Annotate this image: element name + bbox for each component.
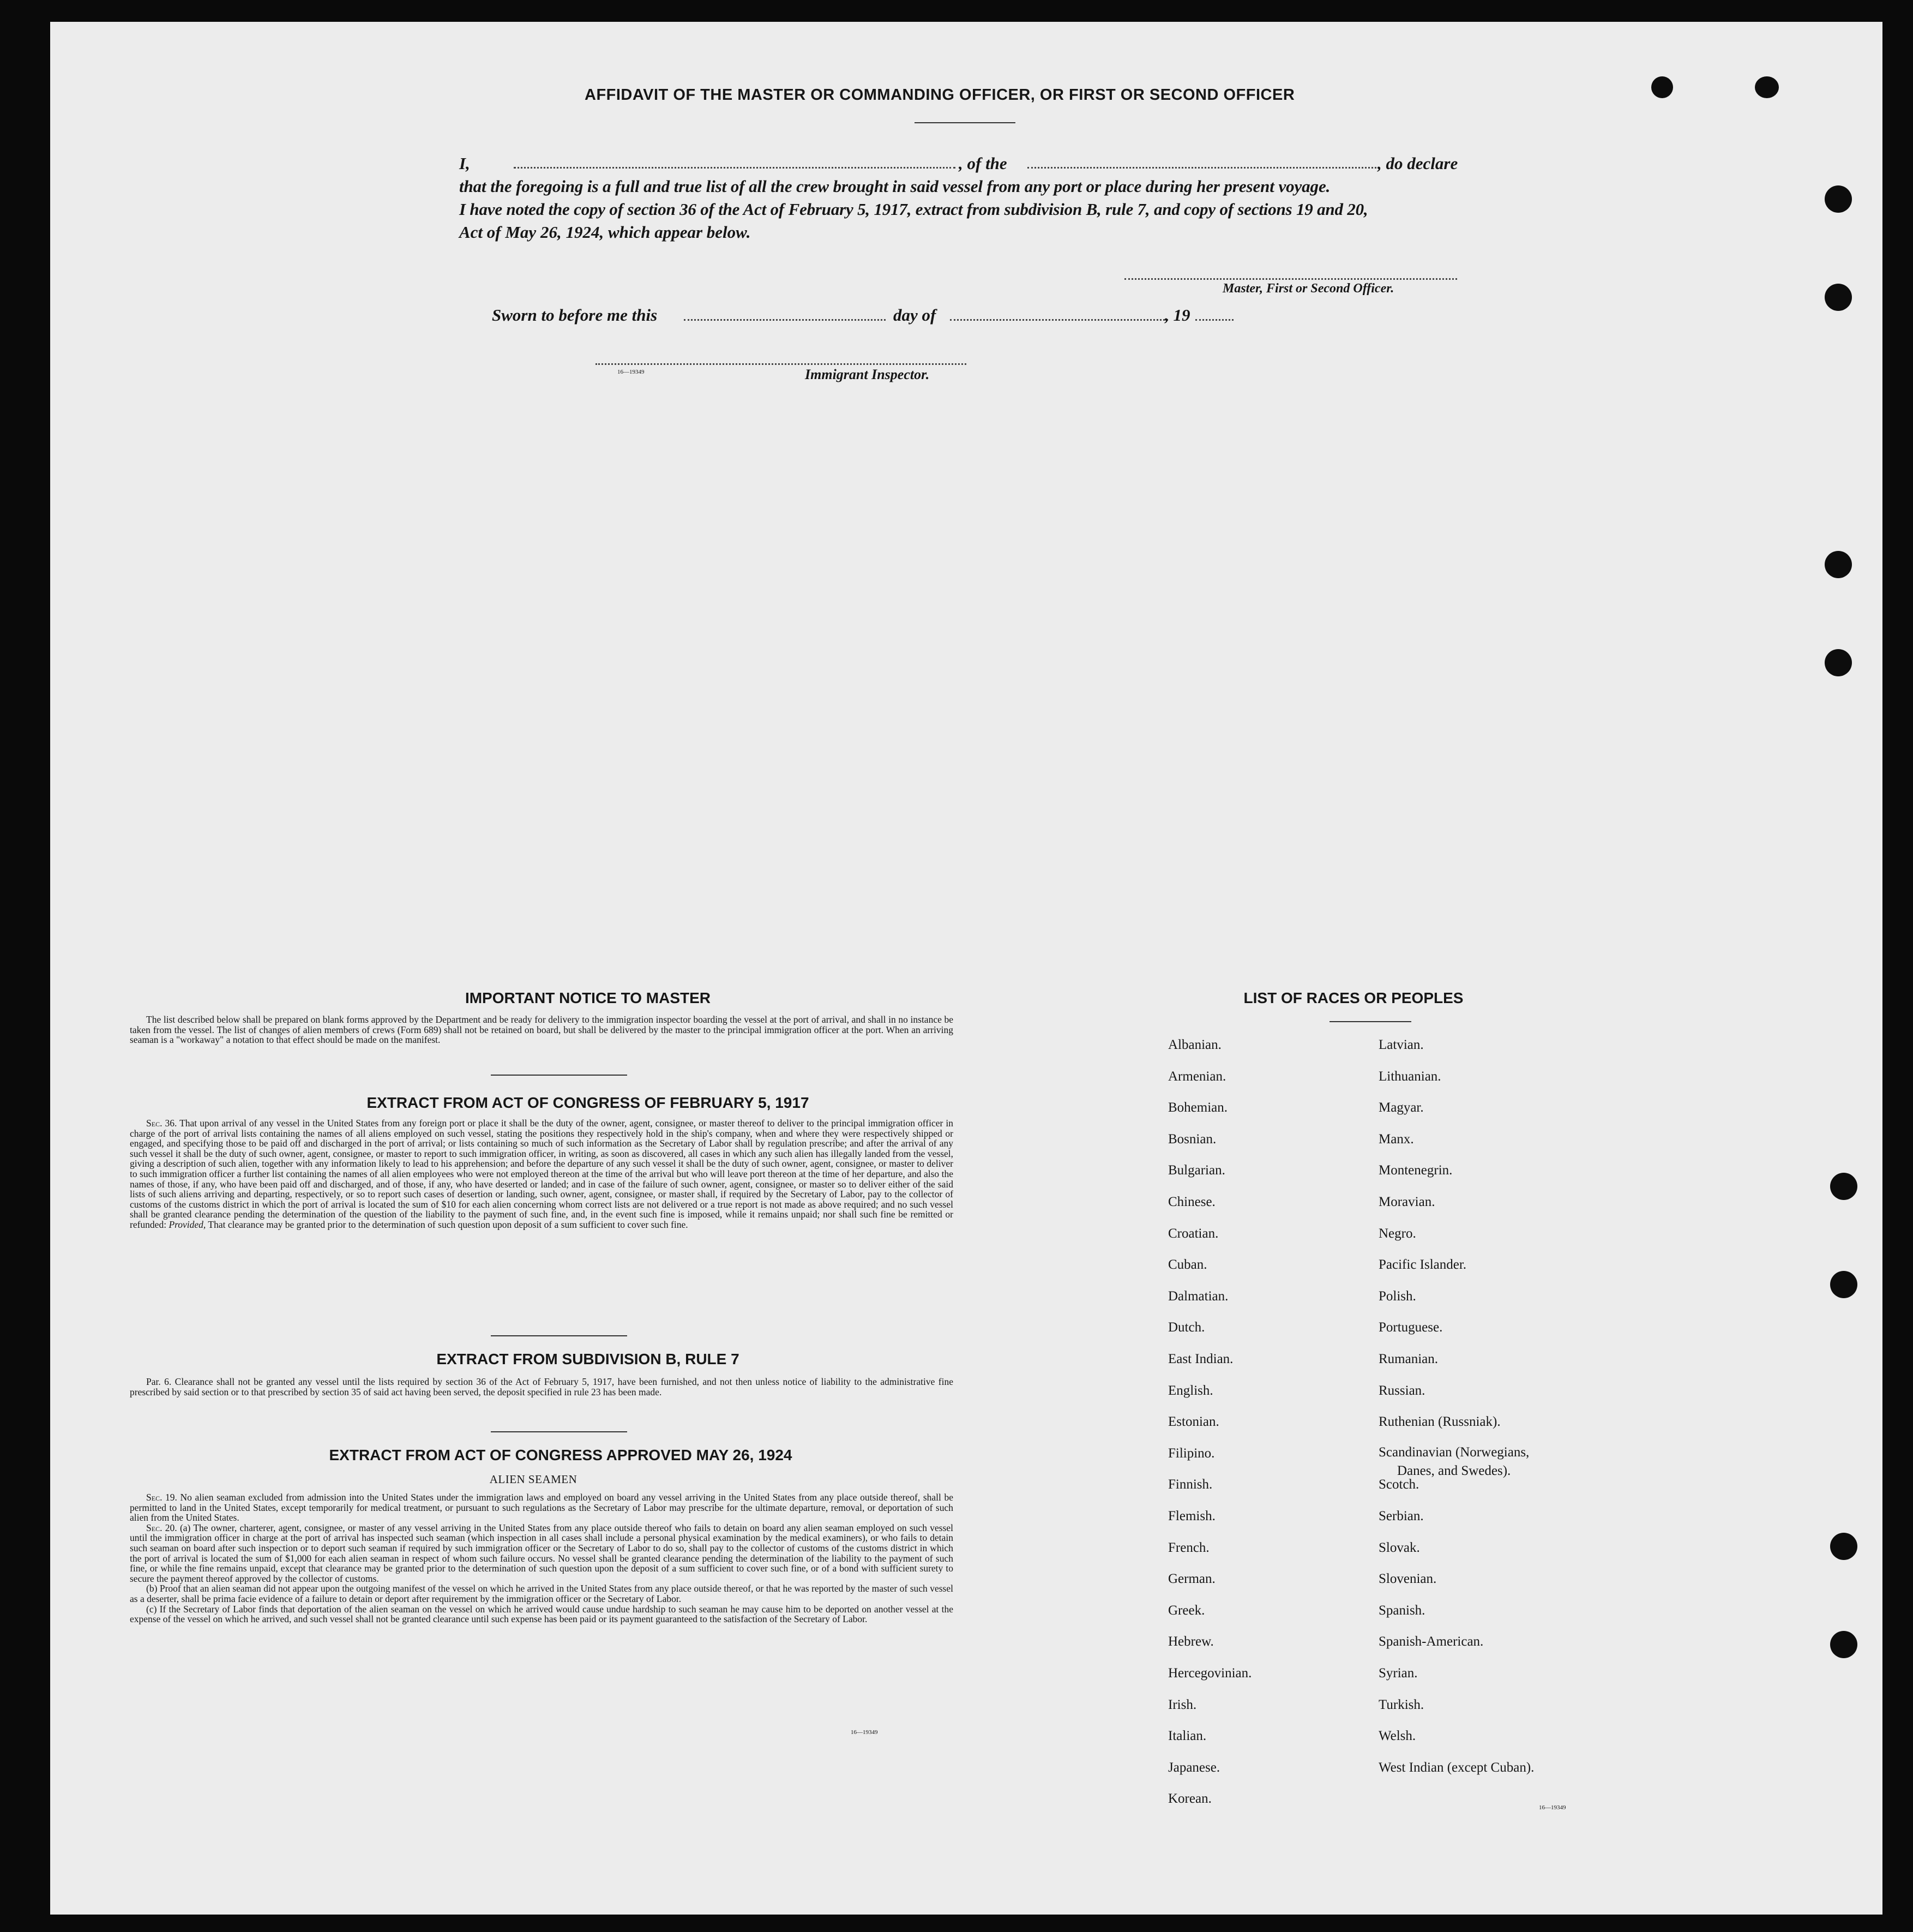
officer-signature-line[interactable]: [1124, 278, 1457, 280]
sworn-year: , 19: [1165, 305, 1190, 325]
race-item: Irish.: [1168, 1697, 1197, 1712]
affidavit-do-declare: , do declare: [1377, 154, 1458, 173]
sworn-year-blank[interactable]: [1195, 319, 1234, 321]
race-item: Armenian.: [1168, 1069, 1226, 1084]
affidavit-i: I,: [459, 154, 470, 173]
race-item: Moravian.: [1379, 1195, 1435, 1209]
extract-1924-text: [130, 1492, 953, 1624]
race-item: Syrian.: [1379, 1666, 1418, 1681]
officer-label: Master, First or Second Officer.: [1223, 281, 1394, 296]
provided-word: Provided,: [169, 1219, 206, 1230]
race-item: Finnish.: [1168, 1477, 1213, 1492]
race-item: Bulgarian.: [1168, 1163, 1225, 1178]
race-item: Lithuanian.: [1379, 1069, 1441, 1084]
race-item: Slovak.: [1379, 1540, 1420, 1555]
inspector-signature-line[interactable]: [595, 363, 966, 365]
race-item: Magyar.: [1379, 1100, 1424, 1115]
race-item: Japanese.: [1168, 1760, 1220, 1775]
sworn-prefix: Sworn to before me this: [492, 305, 658, 325]
subdivision-b-text: [130, 1377, 953, 1397]
race-item: Ruthenian (Russniak).: [1379, 1414, 1501, 1430]
race-item: Rumanian.: [1379, 1352, 1439, 1366]
subdivision-b-rule: [491, 1431, 627, 1432]
binder-hole: [1825, 551, 1852, 578]
binder-hole: [1825, 649, 1852, 676]
race-item: East Indian.: [1168, 1352, 1234, 1366]
race-item: Cuban.: [1168, 1257, 1207, 1273]
affidavit-line4: Act of May 26, 1924, which appear below.: [459, 223, 751, 242]
race-item: Danes, and Swedes).: [1397, 1463, 1511, 1478]
race-item: Korean.: [1168, 1791, 1212, 1807]
race-item: Flemish.: [1168, 1509, 1216, 1523]
race-item: Dutch.: [1168, 1320, 1205, 1335]
sec36-label: Sec. 36.: [146, 1118, 177, 1129]
form-number-right: 16—19349: [1539, 1804, 1566, 1811]
race-item: Welsh.: [1379, 1729, 1416, 1744]
race-item: Slovenian.: [1379, 1571, 1437, 1587]
race-item: Dalmatian.: [1168, 1288, 1229, 1304]
race-item: Serbian.: [1379, 1509, 1424, 1523]
binder-hole: [1830, 1271, 1857, 1298]
sec20c-text: (c) If the Secretary of Labor finds that deportation of the alien seaman on the vessel on which he arrived would cause undue hardship to such seaman he may cause him to be deported on another vessel at the expense of the vessel on which he arrived, and such vessel shall not be granted clearance until such expense has been paid or its payment guaranteed to the satisfaction of the Secretary of Labor.: [130, 1603, 953, 1625]
document-page: [50, 22, 1882, 1915]
affidavit-of-the: , of the: [959, 154, 1007, 173]
race-item: Italian.: [1168, 1729, 1207, 1744]
race-item: Spanish-American.: [1379, 1634, 1484, 1649]
race-item: Montenegrin.: [1379, 1163, 1453, 1178]
affidavit-line2: that the foregoing is a full and true list of all the crew brought in said vessel from any port or place during her present voyage.: [459, 177, 1331, 196]
subdivision-b-title: EXTRACT FROM SUBDIVISION B, RULE 7: [436, 1351, 739, 1367]
notice-paragraph: The list described below shall be prepared on blank forms approved by the Department and be ready for delivery to the immigration inspector boarding the vessel at the port of arrival, and shall in no instance be taken from the vessel. The list of changes of alien members of crews (Form 689) shall not be retained on board, but shall be delivered by the master to the principal immigration officer at the port. When an arriving seaman is a "workaway" a notation to that effect should be made on the manifest.: [130, 1014, 953, 1046]
binder-hole: [1830, 1533, 1857, 1560]
race-item: Portuguese.: [1379, 1320, 1443, 1335]
sworn-month-blank[interactable]: [950, 319, 1168, 321]
par6-text: Par. 6. Clearance shall not be granted any vessel until the lists required by section 36 of the Act of February 5, 1917, have been furnished, and not then unless notice of liability to the administrative fine prescribed by said section or to that prescribed by section 35 of said act having been served, the deposit specified in rule 23 has been made.: [130, 1376, 953, 1397]
race-item: Turkish.: [1379, 1697, 1424, 1712]
race-item: Negro.: [1379, 1226, 1416, 1241]
binder-hole: [1825, 185, 1852, 213]
binder-hole: [1830, 1173, 1857, 1200]
binder-hole: [1830, 1631, 1857, 1658]
sworn-day-of: day of: [893, 305, 936, 325]
alien-seamen-subtitle: ALIEN SEAMEN: [489, 1473, 577, 1486]
extract-1917-text: [130, 1118, 953, 1230]
race-item: Spanish.: [1379, 1603, 1425, 1618]
race-item: Bosnian.: [1168, 1131, 1217, 1147]
race-item: Estonian.: [1168, 1414, 1219, 1430]
race-item: Russian.: [1379, 1383, 1425, 1398]
form-number-top: 16—19349: [617, 369, 645, 375]
race-item: West Indian (except Cuban).: [1379, 1760, 1535, 1775]
races-rule: [1330, 1021, 1411, 1022]
sec20a-text: (a) The owner, charterer, agent, consignee, or master of any vessel arriving in the United States from any place outside thereof who fails to detain on board any alien seaman employed on such vessel until the immigration officer in charge at the port of arrival has inspected such seaman (which inspection in all cases shall include a personal physical examination by the medical examiners), or who fails to detain such seaman on board after such inspection or to deport such seaman if required by such immigration officer or the Secretary of Labor to do so, shall pay to the collector of customs of the customs district in which the port of arrival is located the sum of $1,000 for each alien seaman in respect of whom such failure occurs. No vessel shall be granted clearance pending the determination of the liability to the payment of such fine, or while the fine remains unpaid, except that clearance may be granted prior to the determination of such question upon the deposit of a sum sufficient to cover such fine, or of a bond with sufficient surety to secure the payment thereof approved by the collector of customs.: [130, 1522, 954, 1584]
race-item: Albanian.: [1168, 1037, 1222, 1052]
race-item: Hercegovinian.: [1168, 1666, 1252, 1681]
sec19-text: No alien seaman excluded from admission into the United States under the immigration laws and employed on board any vessel arriving in the United States from any place outside thereof, shall be permitted to land in the United States, except temporarily for medical treatment, or pursuant to such regulations as the Secretary of Labor may prescribe for the ultimate departure, removal, or deportation of such alien from the United States.: [130, 1492, 953, 1523]
sec36-text: That upon arrival of any vessel in the United States from any foreign port or place it shall be the duty of the owner, agent, consignee, or master thereof to deliver to the principal immigration officer in charge of the port of arrival lists containing the names of all aliens employed on such vessel, stating the positions they respectively hold in the ship's company, when and where they were respectively shipped or engaged, and specifying those to be paid off and discharged in the port of arrival; or lists containing so much of such information as the Secretary of Labor shall by regulation prescribe; and after the arrival of any such vessel it shall be the duty of such owner, agent, consignee, or master to report to such immigration officer, in writing, as soon as discovered, all cases in which any such alien has illegally landed from the vessel, giving a description of such alien, together with any information likely to lead to his apprehension; and before the departure of any such vessel it shall be the duty of such owner, agent, consignee, or master to deliver to such immigration officer a further list containing the names of all alien employees who were not employed thereon at the time of the arrival but who will leave port thereon at the time of her departure, and also the names of those, if any, who have been paid off and discharged, and of those, if any, who have deserted or landed; and in case of the failure of such owner, agent, consignee, or master so to deliver either of the said lists of such aliens arriving and departing, respectively, or so to report such cases of desertion or landing, such owner, agent, consignee, or master shall, if required by the Secretary of Labor, pay to the collector of customs of the customs district in which the port of arrival is located the sum of $10 for each alien concerning whom correct lists are not delivered or a true report is not made as above required; and no such vessel shall be granted clearance pending the determination of the question of the liability to the payment of such fine, and, in the event such fine is imposed, while it remains unpaid; nor shall such fine be remitted or refunded:: [130, 1118, 953, 1230]
races-title: LIST OF RACES OR PEOPLES: [1243, 989, 1464, 1006]
race-item: Bohemian.: [1168, 1100, 1228, 1115]
race-item: Scotch.: [1379, 1477, 1419, 1492]
notice-title: IMPORTANT NOTICE TO MASTER: [465, 989, 711, 1006]
binder-hole: [1825, 284, 1852, 311]
race-item: Polish.: [1379, 1288, 1416, 1304]
sec36-text-b: That clearance may be granted prior to the determination of such question upon deposit of a sum sufficient to cover such fine.: [208, 1219, 688, 1230]
form-number-left: 16—19349: [851, 1729, 878, 1736]
extract-1917-rule: [491, 1335, 627, 1336]
race-item: Croatian.: [1168, 1226, 1219, 1241]
inspector-label: Immigrant Inspector.: [805, 367, 930, 382]
race-item: Manx.: [1379, 1131, 1414, 1147]
race-item: French.: [1168, 1540, 1210, 1555]
corner-mark: [1651, 76, 1673, 98]
race-item: German.: [1168, 1571, 1216, 1587]
extract-1924-title: EXTRACT FROM ACT OF CONGRESS APPROVED MAY 26, 1924: [329, 1447, 792, 1463]
race-item: English.: [1168, 1383, 1213, 1398]
race-item: Filipino.: [1168, 1445, 1215, 1461]
sec19-label: Sec. 19.: [146, 1492, 177, 1503]
affidavit-title: AFFIDAVIT OF THE MASTER OR COMMANDING OFFICER, OR FIRST OR SECOND OFFICER: [585, 86, 1295, 104]
notice-rule: [491, 1075, 627, 1076]
race-item: Pacific Islander.: [1379, 1257, 1467, 1273]
sec20b-text: (b) Proof that an alien seaman did not appear upon the outgoing manifest of the vessel on which he arrived in the United States from any place outside thereof, or that he was reported by the master of such vessel as a deserter, shall be prima facie evidence of a failure to detain or deport after requirement by the immigration officer or the Secretary of Labor.: [130, 1583, 953, 1604]
sworn-day-blank[interactable]: [684, 319, 886, 321]
title-rule: [915, 122, 1015, 123]
race-item: Chinese.: [1168, 1195, 1216, 1209]
vessel-blank[interactable]: [1027, 167, 1376, 169]
race-item: Greek.: [1168, 1603, 1205, 1618]
corner-mark: [1755, 76, 1779, 98]
sec20-label: Sec. 20.: [146, 1522, 177, 1533]
notice-text: [130, 1015, 953, 1045]
race-item: Latvian.: [1379, 1037, 1424, 1052]
race-item: Scandinavian (Norwegians,: [1379, 1444, 1530, 1460]
affidavit-line3: I have noted the copy of section 36 of the Act of February 5, 1917, extract from subdivision B, rule 7, and copy of sections 19 and 20,: [459, 200, 1368, 219]
name-blank[interactable]: [514, 167, 955, 169]
race-item: Hebrew.: [1168, 1634, 1214, 1649]
extract-1917-title: EXTRACT FROM ACT OF CONGRESS OF FEBRUARY 5, 1917: [366, 1094, 809, 1111]
